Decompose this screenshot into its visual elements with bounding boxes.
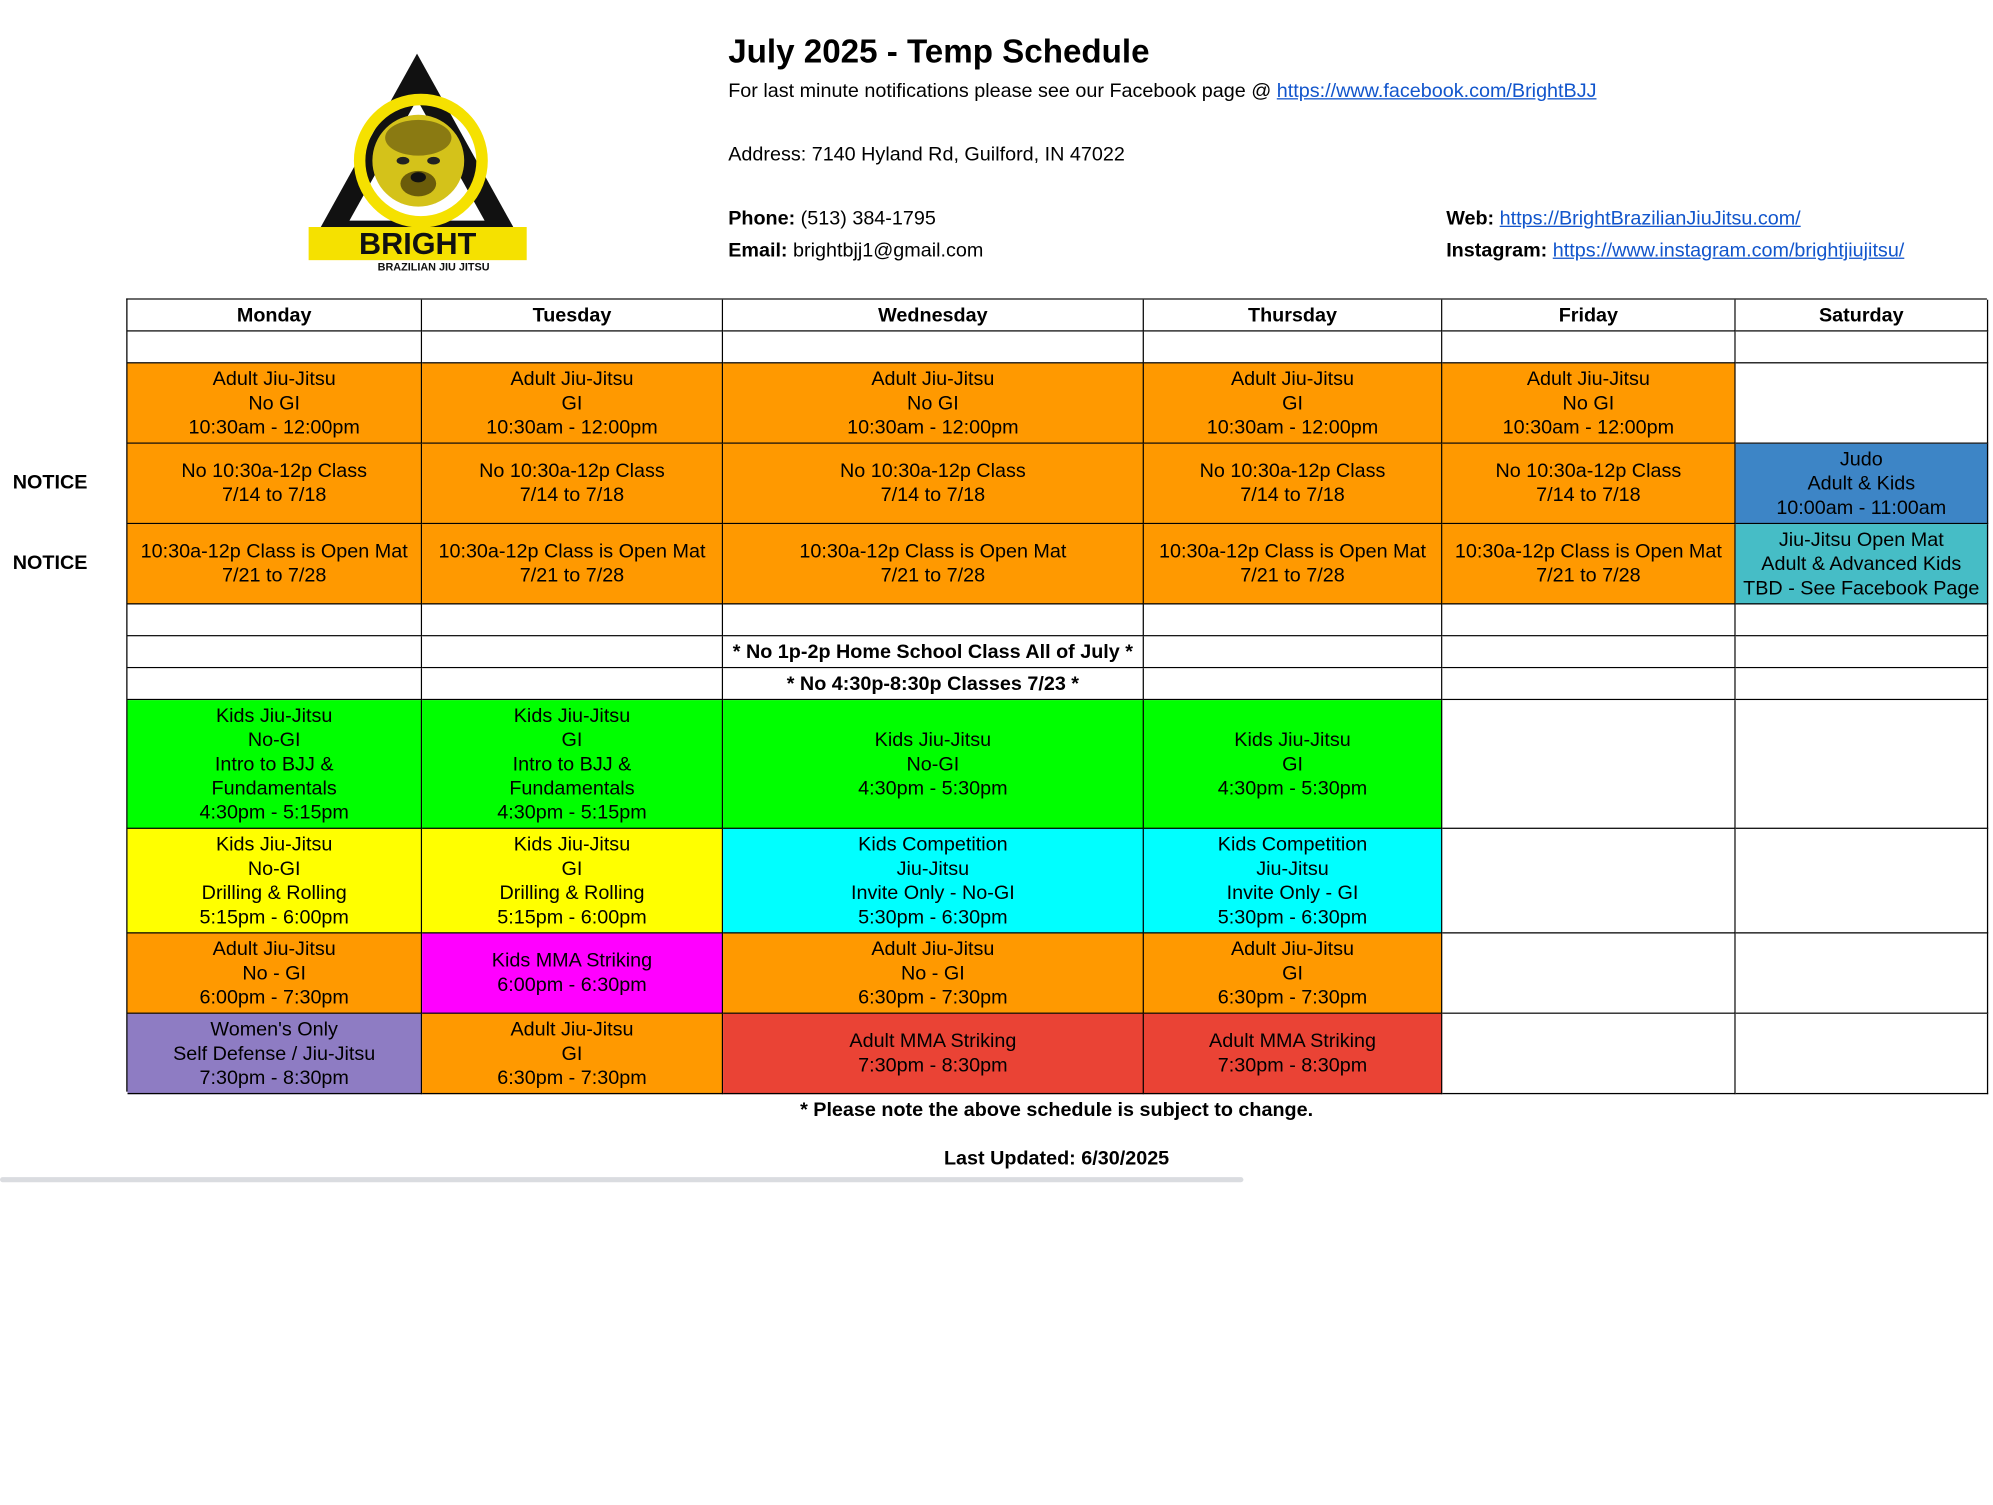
class-title: Adult Jiu-Jitsu	[510, 367, 634, 390]
class-desc: Fundamentals	[509, 777, 635, 799]
email-line	[728, 238, 983, 264]
evening-banner: * No 4:30p-8:30p Classes 7/23 *	[723, 668, 1144, 700]
empty-cell	[723, 604, 1144, 636]
phone-line	[728, 207, 936, 233]
empty-cell	[1144, 668, 1442, 700]
notice-text: No 10:30a-12p Class	[479, 460, 665, 483]
class-time: 5:30pm - 6:30pm	[1217, 906, 1368, 928]
class-desc: Fundamentals	[211, 777, 337, 799]
day-header-thursday: Thursday	[1144, 300, 1442, 332]
empty-cell	[1442, 636, 1735, 668]
class-title: Adult Jiu-Jitsu	[510, 1018, 634, 1041]
empty-cell	[1736, 332, 1989, 364]
notice-text: 10:30a-12p Class is Open Mat	[799, 540, 1067, 563]
notice-cell-thursday	[1144, 444, 1442, 524]
notice-dates: 7/21 to 7/28	[519, 564, 625, 587]
class-title: Adult Jiu-Jitsu	[212, 937, 336, 960]
class-type: Invite Only - GI	[1226, 881, 1359, 904]
class-time: 5:15pm - 6:00pm	[497, 906, 647, 928]
phone-label: Phone:	[728, 207, 796, 230]
class-time: 7:30pm - 8:30pm	[1217, 1054, 1368, 1077]
empty-cell	[723, 332, 1144, 364]
notice-dates: 7/21 to 7/28	[1536, 564, 1641, 587]
empty-cell	[1736, 829, 1989, 934]
notice-label: NOTICE	[12, 552, 88, 574]
class-title: Kids Competition	[858, 833, 1008, 856]
day-header-saturday: Saturday	[1736, 300, 1989, 332]
class-type: GI	[1282, 392, 1303, 414]
class-title: Women's Only	[210, 1018, 338, 1041]
class-type: No-GI	[906, 753, 960, 775]
notice-cell-tuesday	[422, 444, 723, 524]
class-cell-wednesday-morning	[723, 363, 1144, 443]
class-title: Kids MMA Striking	[491, 950, 653, 972]
class-cell-wednesday-kids	[723, 700, 1144, 829]
class-type: GI	[1282, 753, 1303, 775]
class-time: 6:00pm - 6:30pm	[497, 974, 647, 997]
class-type: No-GI	[247, 728, 301, 751]
class-type: No - GI	[242, 962, 307, 984]
class-title: Adult MMA Striking	[849, 1030, 1017, 1053]
class-desc: Intro to BJJ &	[214, 753, 334, 775]
notice-dates: 7/14 to 7/18	[1536, 484, 1641, 507]
class-time: 10:30am - 12:00pm	[1502, 416, 1675, 439]
class-type: No GI	[248, 392, 300, 414]
notice-cell-wednesday	[723, 524, 1144, 604]
class-title: Jiu-Jitsu	[896, 857, 970, 880]
empty-cell	[1736, 700, 1989, 829]
class-title: Adult Jiu-Jitsu	[1526, 367, 1650, 390]
svg-text:BRAZILIAN JIU JITSU: BRAZILIAN JIU JITSU	[377, 261, 490, 272]
notice-text: 10:30a-12p Class is Open Mat	[1454, 540, 1722, 563]
svg-text:BRIGHT: BRIGHT	[359, 226, 477, 261]
class-time: 10:00am - 11:00am	[1776, 496, 1947, 519]
class-title: Kids Jiu-Jitsu	[874, 728, 992, 751]
class-time: 10:30am - 12:00pm	[486, 416, 658, 439]
empty-cell	[128, 668, 423, 700]
page-title: July 2025 - Temp Schedule	[728, 31, 1150, 71]
notice-text: 10:30a-12p Class is Open Mat	[140, 540, 408, 563]
bright-bjj-logo	[306, 48, 529, 271]
empty-cell	[422, 332, 723, 364]
web-line	[1446, 207, 1800, 233]
empty-cell	[1736, 934, 1989, 1014]
class-type: Invite Only - No-GI	[851, 881, 1015, 904]
class-title: Kids Jiu-Jitsu	[513, 833, 631, 856]
class-cell-monday-womens	[128, 1014, 423, 1094]
class-time: 4:30pm - 5:30pm	[1217, 777, 1368, 799]
class-type: No-GI	[247, 857, 301, 880]
notice-text: 10:30a-12p Class is Open Mat	[1159, 540, 1427, 563]
class-type: No GI	[907, 392, 959, 414]
class-title: Judo	[1839, 448, 1883, 470]
email-value: brightbjj1@gmail.com	[787, 239, 984, 262]
class-type: Adult & Kids	[1807, 472, 1916, 495]
class-title: Jiu-Jitsu	[1256, 857, 1329, 880]
empty-cell	[1442, 934, 1735, 1014]
empty-cell	[422, 668, 723, 700]
class-title: Adult Jiu-Jitsu	[871, 937, 995, 960]
class-cell-thursday-adult-mma	[1144, 1014, 1442, 1094]
class-time: 7:30pm - 8:30pm	[199, 1066, 349, 1089]
class-cell-tuesday-kids-mma	[422, 934, 723, 1014]
class-time: 5:30pm - 6:30pm	[858, 906, 1008, 928]
notice-dates: 7/14 to 7/18	[1240, 484, 1345, 507]
phone-value: (513) 384-1795	[795, 207, 936, 230]
notice-text: 10:30a-12p Class is Open Mat	[438, 540, 706, 563]
class-time: 6:30pm - 7:30pm	[497, 1066, 647, 1089]
notice-text: No 10:30a-12p Class	[840, 460, 1026, 483]
class-cell-tuesday-morning	[422, 363, 723, 443]
website-link[interactable]: https://BrightBrazilianJiuJitsu.com/	[1499, 207, 1801, 230]
class-time: 10:30am - 12:00pm	[847, 416, 1019, 439]
web-label: Web:	[1446, 207, 1495, 230]
class-type: Adult & Advanced Kids	[1761, 552, 1962, 575]
class-cell-monday-adult-evening	[128, 934, 423, 1014]
class-type: GI	[561, 392, 583, 414]
class-title: Kids Competition	[1217, 833, 1368, 856]
empty-cell	[1736, 1014, 1989, 1094]
class-title: Kids Jiu-Jitsu	[215, 833, 333, 856]
notice-cell-monday	[128, 524, 423, 604]
class-cell-monday-morning	[128, 363, 423, 443]
empty-cell	[1442, 604, 1735, 636]
class-time: 4:30pm - 5:15pm	[199, 801, 349, 824]
day-header-tuesday: Tuesday	[422, 300, 723, 332]
notice-text: No 10:30a-12p Class	[1495, 460, 1682, 483]
class-cell-saturday-open-mat	[1736, 524, 1989, 604]
empty-cell	[1144, 604, 1442, 636]
class-title: Kids Jiu-Jitsu	[1234, 728, 1351, 751]
instagram-label: Instagram:	[1446, 239, 1548, 262]
empty-cell	[1736, 604, 1989, 636]
notice-dates: 7/14 to 7/18	[221, 484, 327, 507]
class-time: 10:30am - 12:00pm	[188, 416, 360, 439]
notice-dates: 7/14 to 7/18	[519, 484, 625, 507]
day-header-friday: Friday	[1442, 300, 1735, 332]
notice-label: NOTICE	[12, 471, 88, 494]
class-title: Adult Jiu-Jitsu	[871, 367, 995, 390]
class-type: Self Defense / Jiu-Jitsu	[173, 1042, 376, 1065]
class-desc: Drilling & Rolling	[201, 881, 347, 904]
class-cell-tuesday-adult-evening	[422, 1014, 723, 1094]
instagram-link[interactable]: https://www.instagram.com/brightjiujitsu/	[1552, 239, 1905, 262]
empty-cell	[1736, 363, 1989, 443]
class-time: 6:00pm - 7:30pm	[199, 986, 349, 1009]
class-time: TBD - See Facebook Page	[1743, 577, 1980, 599]
empty-cell	[422, 636, 723, 668]
empty-cell	[422, 604, 723, 636]
class-desc: Intro to BJJ &	[512, 753, 632, 775]
class-cell-thursday-kids	[1144, 700, 1442, 829]
class-cell-wednesday-kids-competition	[723, 829, 1144, 934]
class-cell-thursday-kids-competition	[1144, 829, 1442, 934]
class-title: Adult Jiu-Jitsu	[212, 367, 336, 390]
class-type: No GI	[1562, 392, 1615, 414]
class-cell-monday-kids-drilling	[128, 829, 423, 934]
notice-cell-monday	[128, 444, 423, 524]
class-title: Adult Jiu-Jitsu	[1230, 937, 1355, 960]
schedule-change-note: * Please note the above schedule is subject to change.	[800, 1099, 1314, 1121]
empty-cell	[1442, 1014, 1735, 1094]
class-type: GI	[1282, 962, 1303, 984]
notification-line	[728, 79, 1596, 105]
day-header-monday: Monday	[128, 300, 423, 332]
class-cell-thursday-adult-evening	[1144, 934, 1442, 1014]
empty-cell	[1442, 829, 1735, 934]
notice-cell-friday	[1442, 444, 1735, 524]
notice-cell-wednesday	[723, 444, 1144, 524]
class-title: Jiu-Jitsu Open Mat	[1778, 528, 1944, 551]
day-header-wednesday: Wednesday	[723, 300, 1144, 332]
bulldog-triangle-icon	[306, 48, 529, 271]
class-time: 6:30pm - 7:30pm	[858, 986, 1008, 1009]
class-cell-wednesday-adult-evening	[723, 934, 1144, 1014]
class-time: 10:30am - 12:00pm	[1206, 416, 1379, 439]
notification-text: For last minute notifications please see our Facebook page @	[728, 80, 1277, 103]
schedule-table	[126, 298, 1987, 1091]
class-cell-thursday-morning	[1144, 363, 1442, 443]
class-title: Adult Jiu-Jitsu	[1230, 367, 1355, 390]
class-time: 6:30pm - 7:30pm	[1217, 986, 1368, 1009]
empty-cell	[128, 332, 423, 364]
class-cell-saturday-judo	[1736, 444, 1989, 524]
notice-cell-tuesday	[422, 524, 723, 604]
class-title: Adult MMA Striking	[1209, 1030, 1377, 1053]
class-cell-tuesday-kids-intro	[422, 700, 723, 829]
last-updated: Last Updated: 6/30/2025	[943, 1147, 1170, 1170]
notice-dates: 7/21 to 7/28	[880, 564, 986, 587]
class-cell-friday-morning	[1442, 363, 1735, 443]
notice-cell-thursday	[1144, 524, 1442, 604]
class-time: 5:15pm - 6:00pm	[199, 906, 349, 928]
address: Address: 7140 Hyland Rd, Guilford, IN 47022	[728, 144, 1125, 166]
class-cell-monday-kids-intro	[128, 700, 423, 829]
notice-text: No 10:30a-12p Class	[1199, 460, 1386, 483]
notice-dates: 7/21 to 7/28	[1240, 564, 1345, 587]
empty-cell	[1144, 636, 1442, 668]
empty-cell	[128, 604, 423, 636]
class-type: GI	[561, 1042, 583, 1065]
class-time: 7:30pm - 8:30pm	[858, 1054, 1008, 1077]
empty-cell	[1736, 668, 1989, 700]
notice-text: No 10:30a-12p Class	[181, 460, 368, 483]
notice-dates: 7/14 to 7/18	[880, 484, 986, 507]
instagram-line	[1446, 238, 1904, 264]
class-time: 4:30pm - 5:30pm	[858, 777, 1008, 799]
notice-cell-friday	[1442, 524, 1735, 604]
homeschool-banner: * No 1p-2p Home School Class All of July *	[723, 636, 1144, 668]
empty-cell	[1442, 332, 1735, 364]
class-desc: Drilling & Rolling	[499, 881, 645, 904]
class-type: GI	[561, 857, 583, 880]
class-type: GI	[561, 728, 583, 751]
empty-cell	[1144, 332, 1442, 364]
email-label: Email:	[728, 239, 788, 262]
class-title: Kids Jiu-Jitsu	[513, 704, 631, 727]
class-title: Kids Jiu-Jitsu	[215, 704, 333, 727]
facebook-link[interactable]: https://www.facebook.com/BrightBJJ	[1276, 80, 1597, 103]
empty-cell	[1736, 636, 1989, 668]
empty-cell	[1442, 700, 1735, 829]
notice-dates: 7/21 to 7/28	[221, 564, 327, 587]
class-time: 4:30pm - 5:15pm	[497, 801, 647, 824]
class-type: No - GI	[901, 962, 965, 984]
class-cell-tuesday-kids-drilling	[422, 829, 723, 934]
empty-cell	[1442, 668, 1735, 700]
class-cell-wednesday-adult-mma	[723, 1014, 1144, 1094]
empty-cell	[128, 636, 423, 668]
